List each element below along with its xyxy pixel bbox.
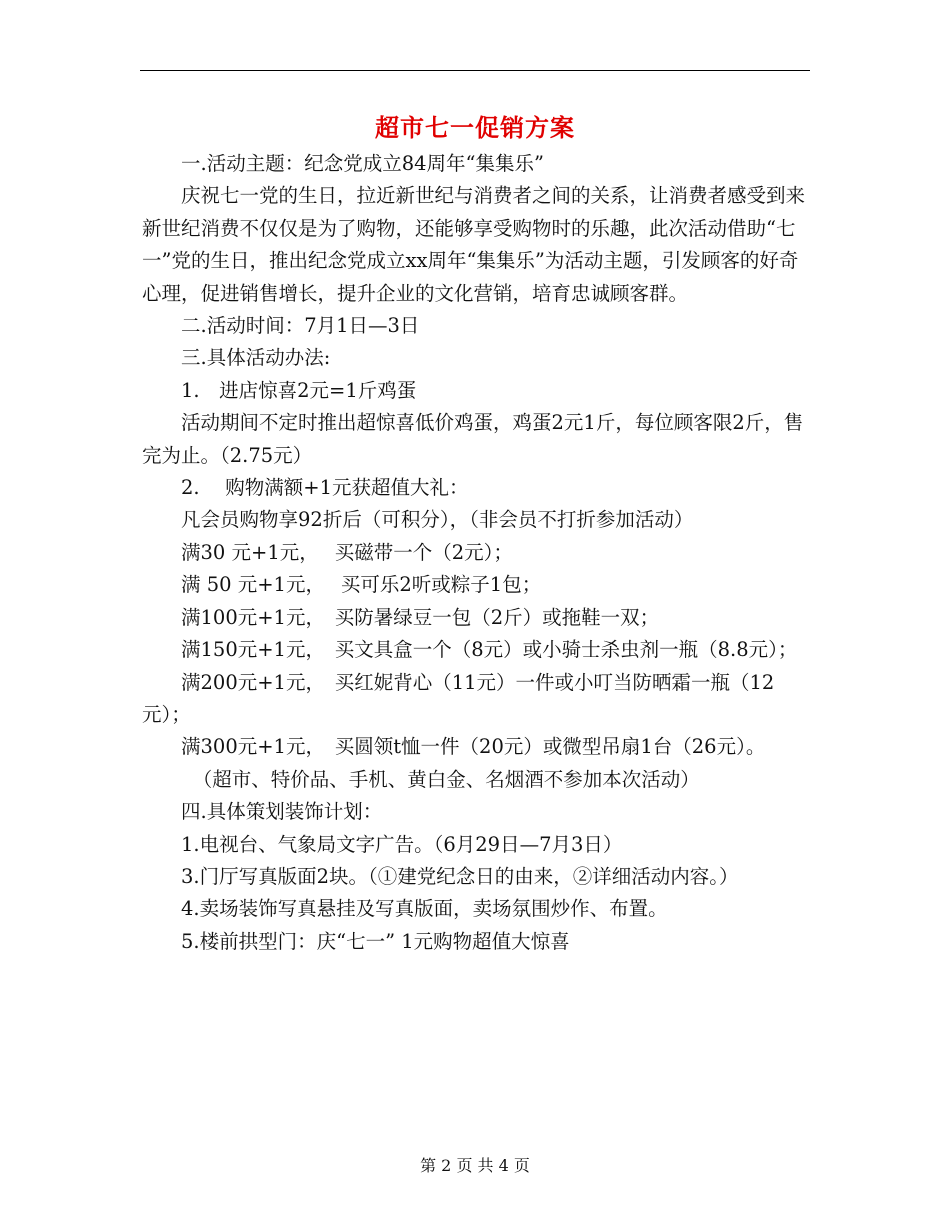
tier-300: 满300元+1元， 买圆领t恤一件（20元）或微型吊扇1台（26元）。: [181, 735, 766, 759]
method-item-2: 2. 购物满额+1元获超值大礼：: [181, 476, 469, 500]
header-rule: [140, 70, 810, 71]
document-body: [142, 148, 810, 958]
paragraph-intro: 庆祝七一党的生日，拉近新世纪与消费者之间的关系，让消费者感受到来新世纪消费不仅仅是为了购物，还能够享受购物时的乐趣，此次活动借助“七一”党的生日，推出纪念党成立xx周年“集集乐”为活动主题，引发顾客的好奇心理，促进销售增长，提升企业的文化营销，培育忠诚顾客群。: [142, 184, 806, 305]
paragraph-egg-offer: 活动期间不定时推出超惊喜低价鸡蛋，鸡蛋2元1斤，每位顾客限2斤，售完为止。（2.75元）: [142, 411, 804, 467]
page-number: 第 2 页 共 4 页: [420, 1156, 530, 1175]
section-heading-theme: 一.活动主题：纪念党成立84周年“集集乐”: [181, 152, 544, 175]
section-heading-decoration: 四.具体策划装饰计划：: [181, 800, 383, 824]
method-item-1: 1. 进店惊喜2元=1斤鸡蛋: [181, 378, 417, 402]
tier-30: 满30 元+1元， 买磁带一个（2元）；: [181, 540, 513, 564]
section-heading-methods: 三.具体活动办法:: [181, 346, 331, 370]
decoration-item-5: 5.楼前拱型门：庆“七一” 1元购物超值大惊喜: [181, 929, 570, 953]
paragraph-member-discount: 凡会员购物享92折后（可积分），（非会员不打折参加活动）: [181, 508, 694, 532]
section-heading-time: 二.活动时间：7月1日—3日: [181, 314, 420, 338]
document-title: 超市七一促销方案: [375, 113, 575, 142]
tier-50: 满 50 元+1元， 买可乐2听或粽子1包；: [181, 573, 542, 597]
tier-150: 满150元+1元， 买文具盒一个（8元）或小骑士杀虫剂一瓶（8.8元）；: [181, 638, 798, 662]
decoration-item-3: 3.门厅写真版面2块。（①建党纪念日的由来，②详细活动内容。）: [181, 864, 739, 888]
decoration-item-1: 1.电视台、气象局文字广告。（6月29日—7月3日）: [181, 832, 623, 856]
exclusion-note: （超市、特价品、手机、黄白金、名烟酒不参加本次活动）: [192, 767, 700, 791]
tier-100: 满100元+1元， 买防暑绿豆一包（2斤）或拖鞋一双；: [181, 605, 660, 629]
decoration-item-4: 4.卖场装饰写真悬挂及写真版面，卖场氛围炒作、布置。: [181, 897, 668, 921]
tier-200: 满200元+1元， 买红妮背心（11元）一件或小叮当防晒霜一瓶（12元）；: [142, 670, 775, 726]
